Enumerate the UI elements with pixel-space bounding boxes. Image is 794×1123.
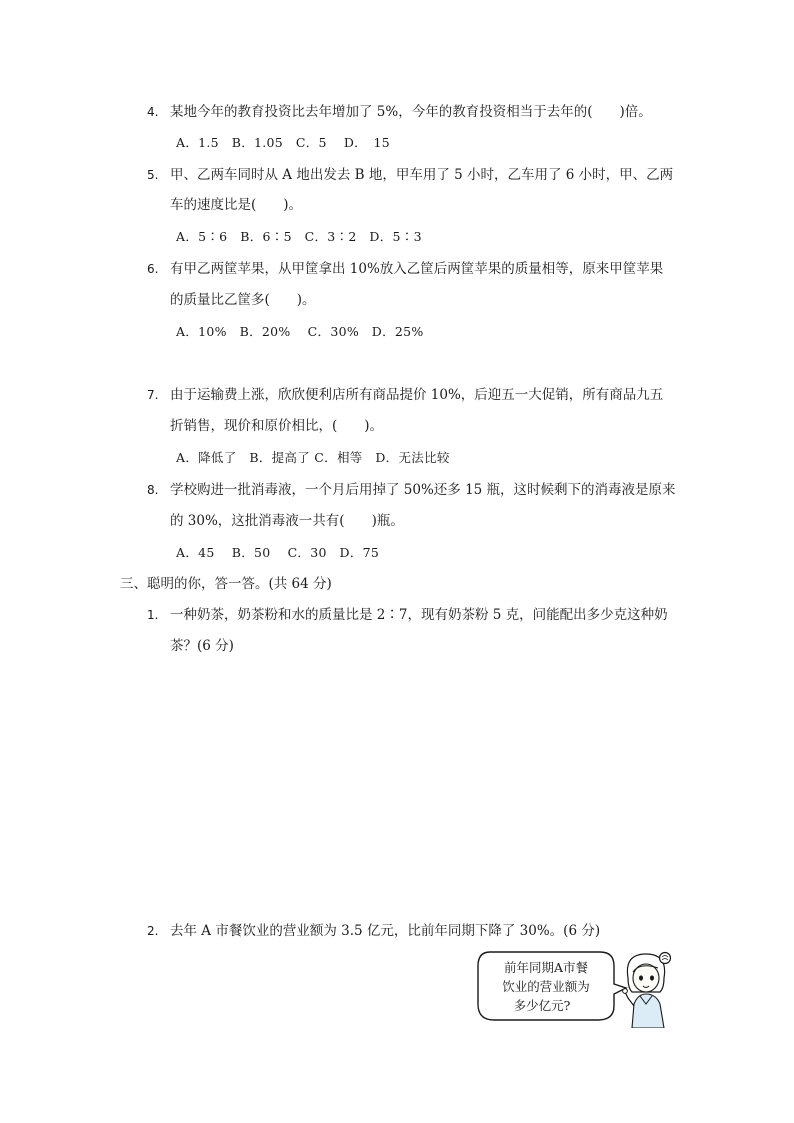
q7-options: A．降低了 B．提高了 C．相等 D．无法比较 [176, 450, 450, 465]
q8-text-line2: 的 30%，这批消毒液一共有( )瓶。 [170, 513, 404, 529]
problem2-number: 2. [147, 924, 159, 938]
bubble-line3: 多少亿元? [513, 998, 571, 1013]
q8-text-line1: 学校购进一批消毒液，一个月后用掉了 50%还多 15 瓶，这时候剩下的消毒液是原来 [170, 482, 676, 498]
section3-heading: 三、聪明的你，答一答。(共 64 分) [120, 576, 332, 592]
problem2-text: 去年 A 市餐饮业的营业额为 3.5 亿元，比前年同期下降了 30%。(6 分) [170, 923, 601, 939]
q5-number: 5. [147, 168, 159, 182]
q7-number: 7. [147, 388, 159, 402]
problem1-text-line2: 茶？(6 分) [170, 638, 234, 654]
q4-options: A．1.5 B．1.05 C．5 D． 15 [176, 135, 390, 150]
girl-illustration [468, 948, 678, 1028]
q7-text-line1: 由于运输费上涨，欣欣便利店所有商品提价 10%，后迎五一大促销，所有商品九五 [170, 387, 664, 403]
q7-text-line2: 折销售，现价和原价相比，( )。 [170, 418, 384, 434]
q5-text-line1: 甲、乙两车同时从 A 地出发去 B 地，甲车用了 5 小时，乙车用了 6 小时，甲、乙两 [170, 167, 674, 183]
q6-number: 6. [147, 262, 159, 276]
problem1-number: 1. [147, 608, 159, 622]
q5-text-line2: 车的速度比是( )。 [170, 197, 303, 213]
q8-number: 8. [147, 483, 159, 497]
bubble-line2: 饮业的营业额为 [502, 979, 590, 994]
q4-number: 4. [147, 105, 159, 119]
q5-options: A．5∶6 B．6∶5 C．3∶2 D．5∶3 [176, 229, 422, 244]
q6-text-line2: 的质量比乙筐多( )。 [170, 292, 316, 308]
q6-text-line1: 有甲乙两筐苹果，从甲筐拿出 10%放入乙筐后两筐苹果的质量相等，原来甲筐苹果 [170, 261, 664, 277]
bubble-line1: 前年同期A市餐 [503, 960, 589, 975]
speech-bubble-icon [468, 948, 678, 1028]
q4-text: 某地今年的教育投资比去年增加了 5%，今年的教育投资相当于去年的( )倍。 [170, 104, 652, 120]
problem1-text-line1: 一种奶茶，奶茶粉和水的质量比是 2∶7，现有奶茶粉 5 克，问能配出多少克这种奶 [170, 607, 668, 623]
q8-options: A．45 B．50 C．30 D．75 [176, 545, 380, 560]
q6-options: A．10% B．20% C．30% D．25% [176, 324, 424, 339]
